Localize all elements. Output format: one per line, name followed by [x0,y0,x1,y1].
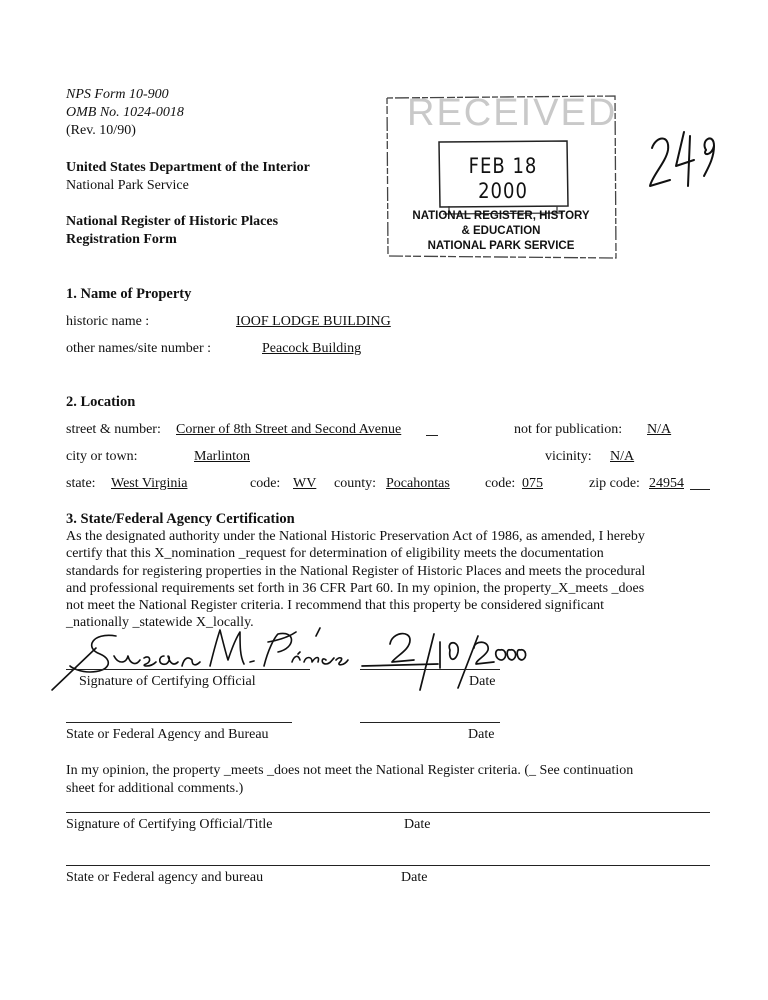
street-value: Corner of 8th Street and Second Avenue [176,422,402,437]
agency-label: State or Federal Agency and Bureau [66,727,269,742]
not-for-publication-label: not for publication: [514,422,623,437]
agency-2-date-label: Date [401,870,428,885]
city-value: Marlinton [194,449,250,464]
certification-line-6: _nationally _statewide X_locally. [66,615,254,631]
omb-number: OMB No. 1024-0018 [66,105,184,120]
stamp-line-3: NATIONAL PARK SERVICE [427,240,575,252]
stamp-line-2: & EDUCATION [461,225,541,237]
not-for-publication-value: N/A [647,422,672,437]
zip-value: 24954 [649,476,684,491]
street-label: street & number: [66,422,161,437]
stamp-date: FEB 18 2000 [468,153,538,205]
other-names-label: other names/site number : [66,341,212,356]
agency-2-label: State or Federal agency and bureau [66,870,264,885]
signature-2-line [66,812,710,813]
certification-line-1: As the designated authority under the National Historic Preservation Act of 1986, as amended, I hereby [66,529,645,544]
form-revision: (Rev. 10/90) [66,123,136,138]
opinion-line-1: In my opinion, the property _meets _does not meet the National Register criteria. (_ See continuation [66,763,634,778]
zip-label: zip code: [589,476,640,491]
certification-line-2: certify that this X_nomination _request for determination of eligibility meets the documentation [66,546,604,562]
form-title-line1: National Register of Historic Places [66,214,279,229]
signature-date-label: Date [469,674,496,689]
certification-line-5: not meet the National Register criteria. I recommend that this property be considered significant [66,598,605,614]
state-code-value: WV [293,476,317,491]
other-names-value: Peacock Building [262,341,362,356]
signature-label: Signature of Certifying Official [79,674,256,689]
stamp-received-word: RECEIVED [407,92,618,134]
signature-date-line [360,669,500,670]
stamp-line-1: NATIONAL REGISTER, HISTORY [412,210,590,222]
signature-line [66,669,310,670]
historic-name-value: IOOF LODGE BUILDING [236,314,391,329]
county-label: county: [334,476,376,491]
agency-date-label: Date [468,727,495,742]
county-code-value: 075 [522,476,543,491]
section-2-heading: 2. Location [66,394,136,410]
vicinity-label: vicinity: [545,449,592,464]
form-title-line2: Registration Form [66,232,177,247]
county-value: Pocahontas [386,476,450,491]
certification-line-3: standards for registering properties in the National Register of Historic Places and meets the procedural [66,563,646,579]
form-number: NPS Form 10-900 [66,87,169,102]
city-label: city or town: [66,449,138,464]
vicinity-value: N/A [610,449,635,464]
county-code-label: code: [485,476,516,491]
state-value: West Virginia [111,476,188,491]
section-1-heading: 1. Name of Property [66,286,192,302]
agency-date-line [360,722,500,723]
historic-name-label: historic name : [66,314,150,329]
section-3-heading: 3. State/Federal Agency Certification [66,511,295,527]
state-label: state: [66,476,96,491]
opinion-line-2: sheet for additional comments.) [66,781,244,796]
agency-line [66,722,292,723]
service-name: National Park Service [66,178,189,193]
department-name: United States Department of the Interior [66,160,310,175]
signature-2-date-label: Date [404,817,431,832]
state-code-label: code: [250,476,281,491]
signature-2-label: Signature of Certifying Official/Title [66,817,273,832]
certification-line-4: and professional requirements set forth in 36 CFR Part 60. In my opinion, the property_X_meets _does [66,580,645,596]
agency-2-line [66,865,710,866]
